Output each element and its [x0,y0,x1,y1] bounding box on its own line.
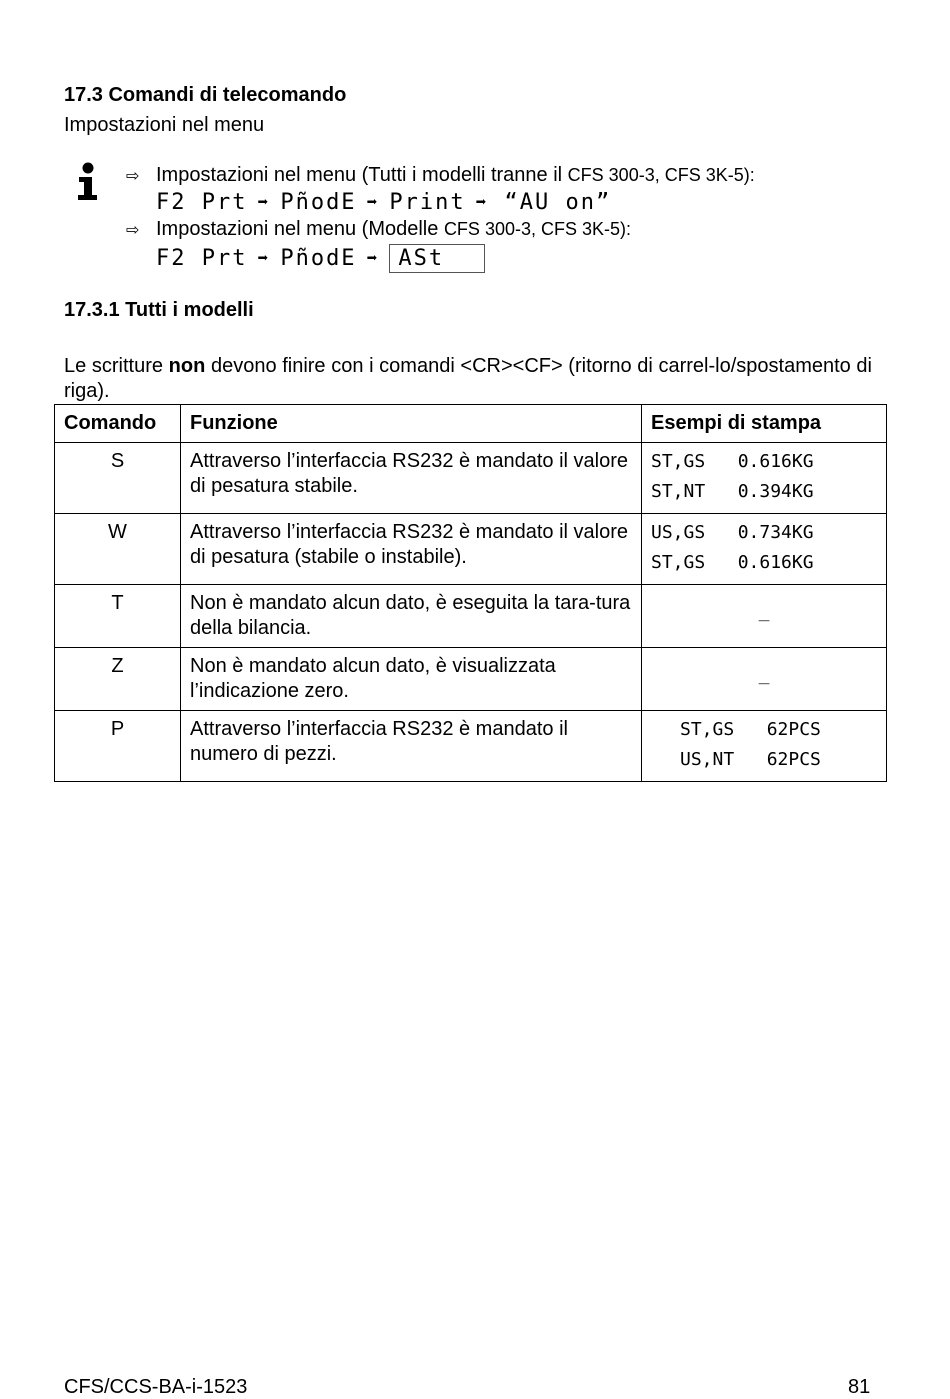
table-row [55,711,887,782]
header-examples: Esempi di stampa [642,405,887,443]
command-cell: Z [55,648,181,711]
example-cell [642,648,887,711]
commands-table [54,404,887,782]
lcd-pmode: PñodE [280,246,357,271]
lcd-print: Print [389,190,466,215]
arrow-right-icon: ➡ [475,192,489,213]
info-icon [76,162,100,202]
footer-page-number: 81 [848,1376,871,1398]
command-cell: P [55,711,181,782]
outline-arrow-icon: ⇨ [126,168,140,185]
table-row [55,648,887,711]
lcd-f2prt: F2 Prt [156,190,248,215]
arrow-right-icon: ➡ [366,248,380,269]
example-line: US,NT 62PCS [680,749,821,770]
example-cell [642,711,887,782]
note-1-text: Impostazioni nel menu (Tutti i modelli tranne il [156,164,563,186]
example-line: US,GS 0.734KG [651,522,814,543]
example-line: ST,GS 0.616KG [651,552,814,573]
example-line: ST,GS 62PCS [680,719,821,740]
example-line: ST,GS 0.616KG [651,451,814,472]
arrow-right-icon: ➡ [257,192,271,213]
note-2-models: CFS 300-3, CFS 3K-5): [443,219,631,239]
function-cell: Attraverso l’interfaccia RS232 è mandato il numero di pezzi. [181,711,642,782]
section-subtitle: Impostazioni nel menu [64,114,265,136]
example-cell [642,585,887,648]
paragraph-text-end: devono finire con i comandi <CR><CF> (ritorno di carrel-lo/spostamento di riga). [64,355,873,402]
example-line: _ [758,664,770,685]
example-line: ST,NT 0.394KG [651,481,814,502]
function-cell: Non è mandato alcun dato, è visualizzata l’indicazione zero. [181,648,642,711]
paragraph-text: Le scritture [64,355,169,377]
function-cell: Attraverso l’interfaccia RS232 è mandato il valore di pesatura stabile. [181,443,642,514]
section-title: 17.3 Comandi di telecomando [64,84,347,106]
lcd-sequence-1 [156,190,617,215]
lcd-f2prt: F2 Prt [156,246,248,271]
note-1 [126,164,755,187]
subsection-title: 17.3.1 Tutti i modelli [64,299,254,321]
lcd-au-on: “AU on” [504,190,612,215]
footer-doc-id: CFS/CCS-BA-i-1523 [64,1376,248,1398]
table-header-row [55,405,887,443]
lcd-sequence-2 [156,244,485,273]
command-cell: S [55,443,181,514]
outline-arrow-icon: ⇨ [126,222,140,239]
example-cell [642,514,887,585]
example-cell [642,443,887,514]
lcd-pmode: PñodE [280,190,357,215]
intro-paragraph [64,354,872,404]
paragraph-bold: non [168,355,206,377]
table-row [55,585,887,648]
command-cell: T [55,585,181,648]
arrow-right-icon: ➡ [366,192,380,213]
function-cell: Attraverso l’interfaccia RS232 è mandato il valore di pesatura (stabile o instabile). [181,514,642,585]
table-row [55,443,887,514]
note-2 [126,218,631,241]
example-line: _ [758,601,770,622]
table-row [55,514,887,585]
lcd-ast: ASt [389,244,485,273]
command-cell: W [55,514,181,585]
note-1-models: CFS 300-3, CFS 3K-5): [567,165,755,185]
header-command: Comando [55,405,181,443]
function-cell: Non è mandato alcun dato, è eseguita la tara-tura della bilancia. [181,585,642,648]
arrow-right-icon: ➡ [257,248,271,269]
note-2-text: Impostazioni nel menu (Modelle [156,218,439,240]
lcd-au-on-value: AU on [519,190,596,215]
header-function: Funzione [181,405,642,443]
